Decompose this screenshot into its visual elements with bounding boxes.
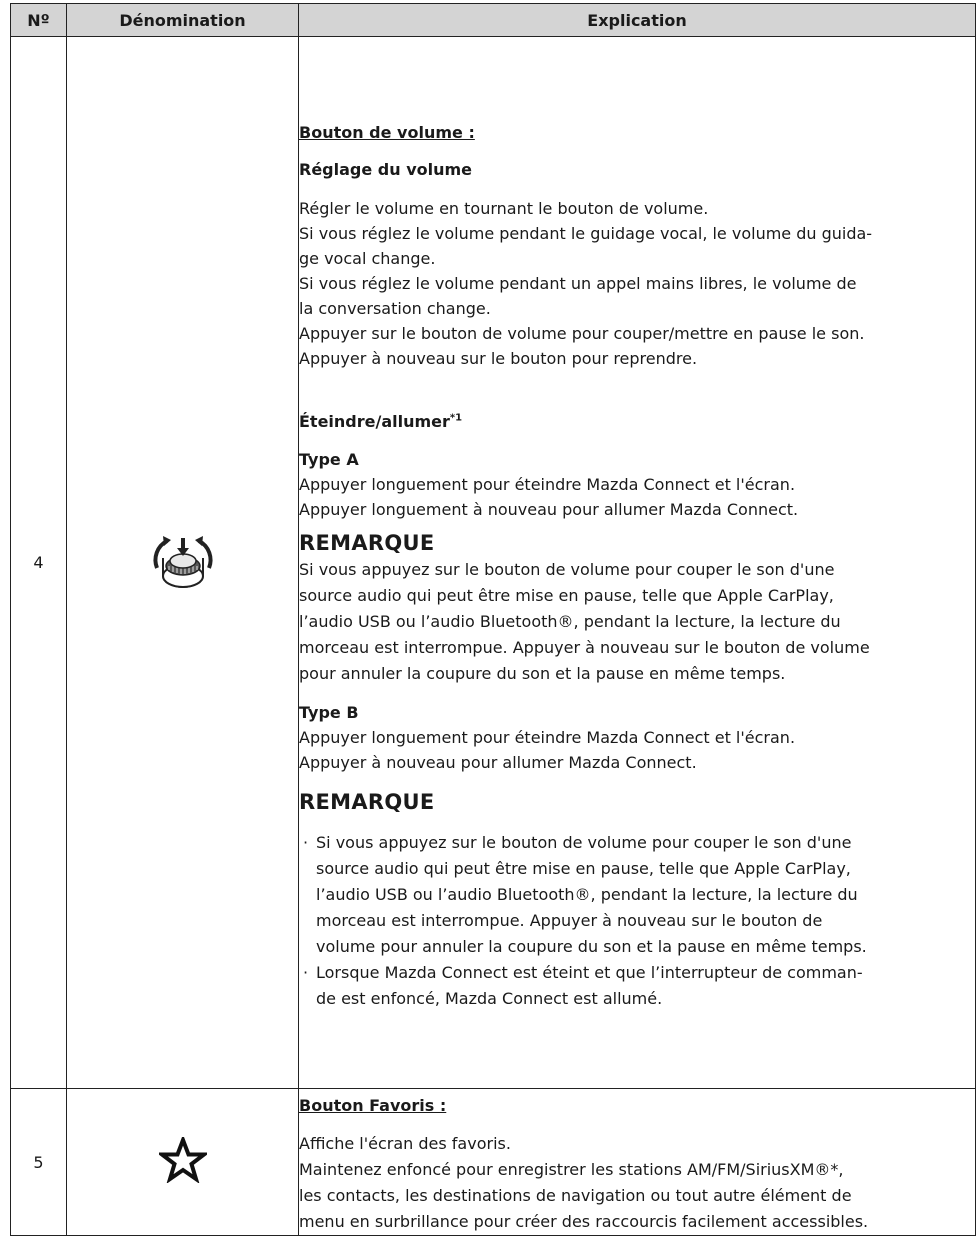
- type-b-label: Type B: [299, 703, 359, 722]
- text-line: l’audio USB ou l’audio Bluetooth®, pendant la lecture, la lecture du: [299, 612, 841, 631]
- text-line: Affiche l'écran des favoris.: [299, 1134, 511, 1153]
- volume-text: [299, 196, 975, 371]
- star-icon: [159, 1137, 207, 1187]
- text-line: Si vous appuyez sur le bouton de volume pour couper le son d'une: [316, 833, 852, 852]
- icon-cell: [67, 37, 299, 1089]
- text-line: menu en surbrillance pour créer des raccourcis facilement accessibles.: [299, 1212, 869, 1231]
- text-line: la conversation change.: [299, 299, 491, 318]
- table-row: [11, 37, 976, 1089]
- text-line: Maintenez enfoncé pour enregistrer les stations AM/FM/SiriusXM®*,: [299, 1160, 844, 1179]
- text-line: Si vous réglez le volume pendant le guidage vocal, le volume du guida-: [299, 224, 873, 243]
- remarque-title: REMARQUE: [299, 790, 435, 814]
- text-line: Appuyer longuement à nouveau pour allumer Mazda Connect.: [299, 500, 799, 519]
- text-line: ge vocal change.: [299, 249, 436, 268]
- text-line: volume pour annuler la coupure du son et la pause en même temps.: [316, 937, 867, 956]
- text-line: pour annuler la coupure du son et la pause en même temps.: [299, 664, 786, 683]
- text-line: Si vous appuyez sur le bouton de volume pour couper le son d'une: [299, 560, 835, 579]
- row-number: 5: [11, 1089, 67, 1236]
- text-line: morceau est interrompue. Appuyer à nouveau sur le bouton de volume: [299, 638, 870, 657]
- text-line: Appuyer longuement pour éteindre Mazda Connect et l'écran.: [299, 728, 796, 747]
- text-line: Appuyer à nouveau pour allumer Mazda Connect.: [299, 753, 697, 772]
- bullet-icon: ·: [303, 833, 309, 852]
- section-title: Bouton Favoris :: [299, 1096, 447, 1115]
- row-explanation: [299, 37, 976, 1089]
- list-item: [299, 830, 975, 960]
- volume-knob-icon: [151, 528, 215, 598]
- favorites-text: [299, 1131, 975, 1235]
- footnote-mark: *1: [449, 412, 463, 424]
- list-item: [299, 960, 975, 1012]
- remarque-text: [299, 557, 975, 687]
- header-row: [11, 4, 976, 37]
- remarque-bullets: [299, 830, 975, 1012]
- power-heading: Éteindre/allumer$^{*1}$: [299, 412, 463, 431]
- bullet-icon: ·: [303, 963, 309, 982]
- section-title: Bouton de volume :: [299, 123, 475, 142]
- header-name: Dénomination: [67, 4, 299, 37]
- header-explanation: Explication: [299, 4, 976, 37]
- text-line: Appuyer sur le bouton de volume pour couper/mettre en pause le son.: [299, 324, 865, 343]
- text-line: Si vous réglez le volume pendant un appel mains libres, le volume de: [299, 274, 857, 293]
- function-table: [10, 3, 976, 1236]
- table-row: [11, 1089, 976, 1236]
- text-line: Appuyer à nouveau sur le bouton pour reprendre.: [299, 349, 698, 368]
- row-number: 4: [11, 37, 67, 1089]
- volume-heading: Réglage du volume: [299, 160, 473, 179]
- text-line: morceau est interrompue. Appuyer à nouveau sur le bouton de: [316, 911, 823, 930]
- text-line: de est enfoncé, Mazda Connect est allumé.: [316, 989, 663, 1008]
- text-line: les contacts, les destinations de navigation ou tout autre élément de: [299, 1186, 852, 1205]
- text-line: source audio qui peut être mise en pause, telle que Apple CarPlay,: [316, 859, 851, 878]
- remarque-title: REMARQUE: [299, 531, 435, 555]
- row-explanation: [299, 1089, 976, 1236]
- text-line: source audio qui peut être mise en pause, telle que Apple CarPlay,: [299, 586, 834, 605]
- header-num: Nº: [11, 4, 67, 37]
- text-line: Régler le volume en tournant le bouton de volume.: [299, 199, 709, 218]
- icon-cell: [67, 1089, 299, 1236]
- type-a-label: Type A: [299, 450, 359, 469]
- text-line: l’audio USB ou l’audio Bluetooth®, pendant la lecture, la lecture du: [316, 885, 858, 904]
- text-line: Appuyer longuement pour éteindre Mazda Connect et l'écran.: [299, 475, 796, 494]
- text-line: Lorsque Mazda Connect est éteint et que l’interrupteur de comman-: [316, 963, 863, 982]
